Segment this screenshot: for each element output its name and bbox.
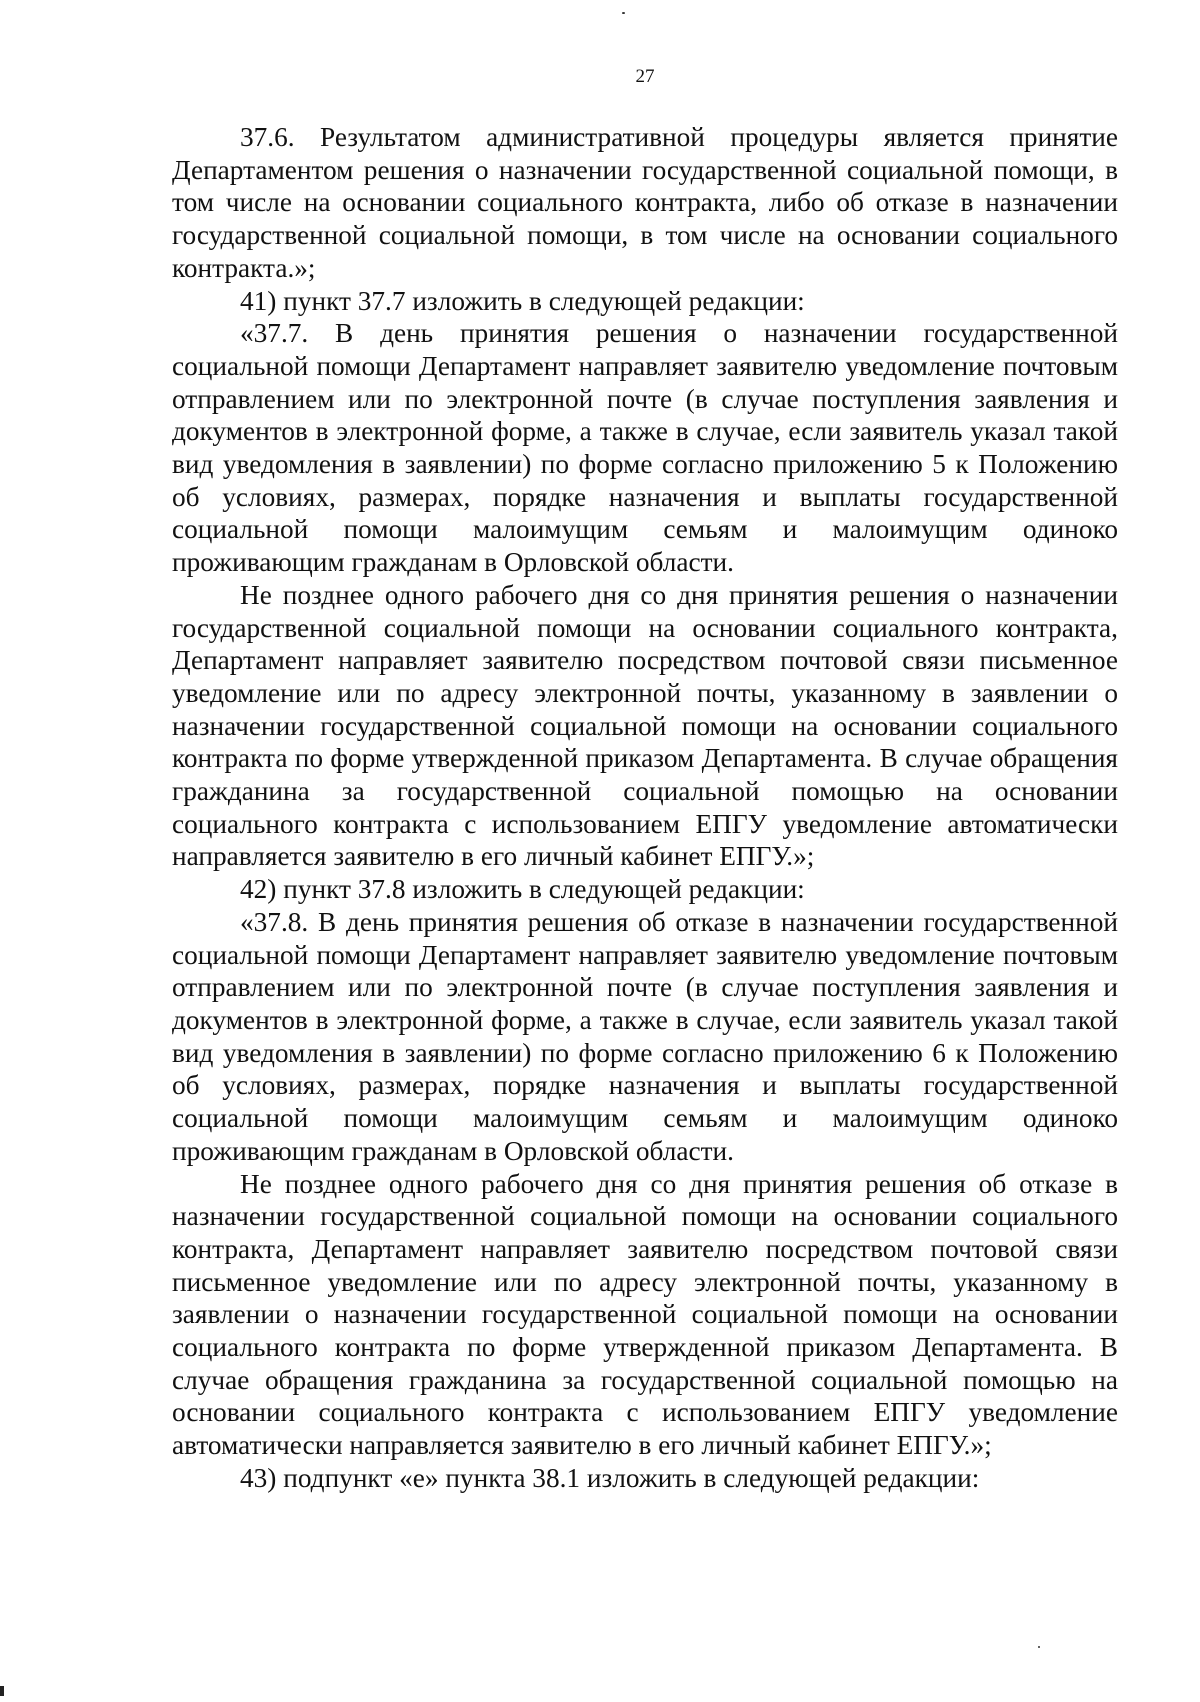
paragraph-item-41: 41) пункт 37.7 изложить в следующей редакции: bbox=[240, 285, 805, 316]
paragraph-37-7: «37.7. В день принятия решения о назначении государственной социальной помощи Департамент направляет заявителю уведомление почтовым отправлением или по электронной почте (в случае поступления заявления и документов в электронной форме, а также в случае, если заявитель указал такой вид уведомления в заявлении) по форме согласно приложению 5 к Положению об условиях, размерах, порядке назначения и выплаты государственной социальной помощи малоимущим семьям и малоимущим одиноко проживающим гражданам в Орловской области. bbox=[172, 318, 1118, 578]
scan-artifact-dot bbox=[1038, 1646, 1040, 1648]
paragraph-37-6: 37.6. Результатом административной процедуры является принятие Департаментом решения о назначении государственной социальной помощи, в том числе на основании социального контракта, либо об отказе в назначении государственной социальной помощи, в том числе на основании социального контракта.»; bbox=[172, 122, 1118, 283]
paragraph-item-43: 43) подпункт «е» пункта 38.1 изложить в следующей редакции: bbox=[240, 1462, 980, 1493]
paragraph-37-8: «37.8. В день принятия решения об отказе в назначении государственной социальной помощи Департамент направляет заявителю уведомление почтовым отправлением или по электронной почте (в случае поступления заявления и документов в электронной форме, а также в случае, если заявитель указал такой вид уведомления в заявлении) по форме согласно приложению 6 к Положению об условиях, размерах, порядке назначения и выплаты государственной социальной помощи малоимущим семьям и малоимущим одиноко проживающим гражданам в Орловской области. bbox=[172, 906, 1118, 1166]
paragraph-notice-refusal: Не позднее одного рабочего дня со дня принятия решения об отказе в назначении государственной социальной помощи на основании социального контракта, Департамент направляет заявителю посредством почтовой связи письменное уведомление или по адресу электронной почты, указанному в заявлении о назначении государственной социальной помощи на основании социального контракта по форме утвержденной приказом Департамента. В случае обращения гражданина за государственной социальной помощью на основании социального контракта с использованием ЕПГУ уведомление автоматически направляется заявителю в его личный кабинет ЕПГУ.»; bbox=[172, 1168, 1118, 1461]
page-number: 27 bbox=[635, 66, 655, 87]
paragraph-notice-assignment: Не позднее одного рабочего дня со дня принятия решения о назначении государственной социальной помощи на основании социального контракта, Департамент направляет заявителю посредством почтовой связи письменное уведомление или по адресу электронной почты, указанному в заявлении о назначении государственной социальной помощи на основании социального контракта по форме утвержденной приказом Департамента. В случае обращения гражданина за государственной социальной помощью на основании социального контракта с использованием ЕПГУ уведомление автоматически направляется заявителю в его личный кабинет ЕПГУ.»; bbox=[172, 579, 1118, 872]
scan-artifact-mark bbox=[0, 1686, 4, 1696]
scan-artifact-dot bbox=[622, 12, 625, 14]
document-body bbox=[172, 121, 1118, 1495]
paragraph-item-42: 42) пункт 37.8 изложить в следующей редакции: bbox=[240, 874, 805, 905]
